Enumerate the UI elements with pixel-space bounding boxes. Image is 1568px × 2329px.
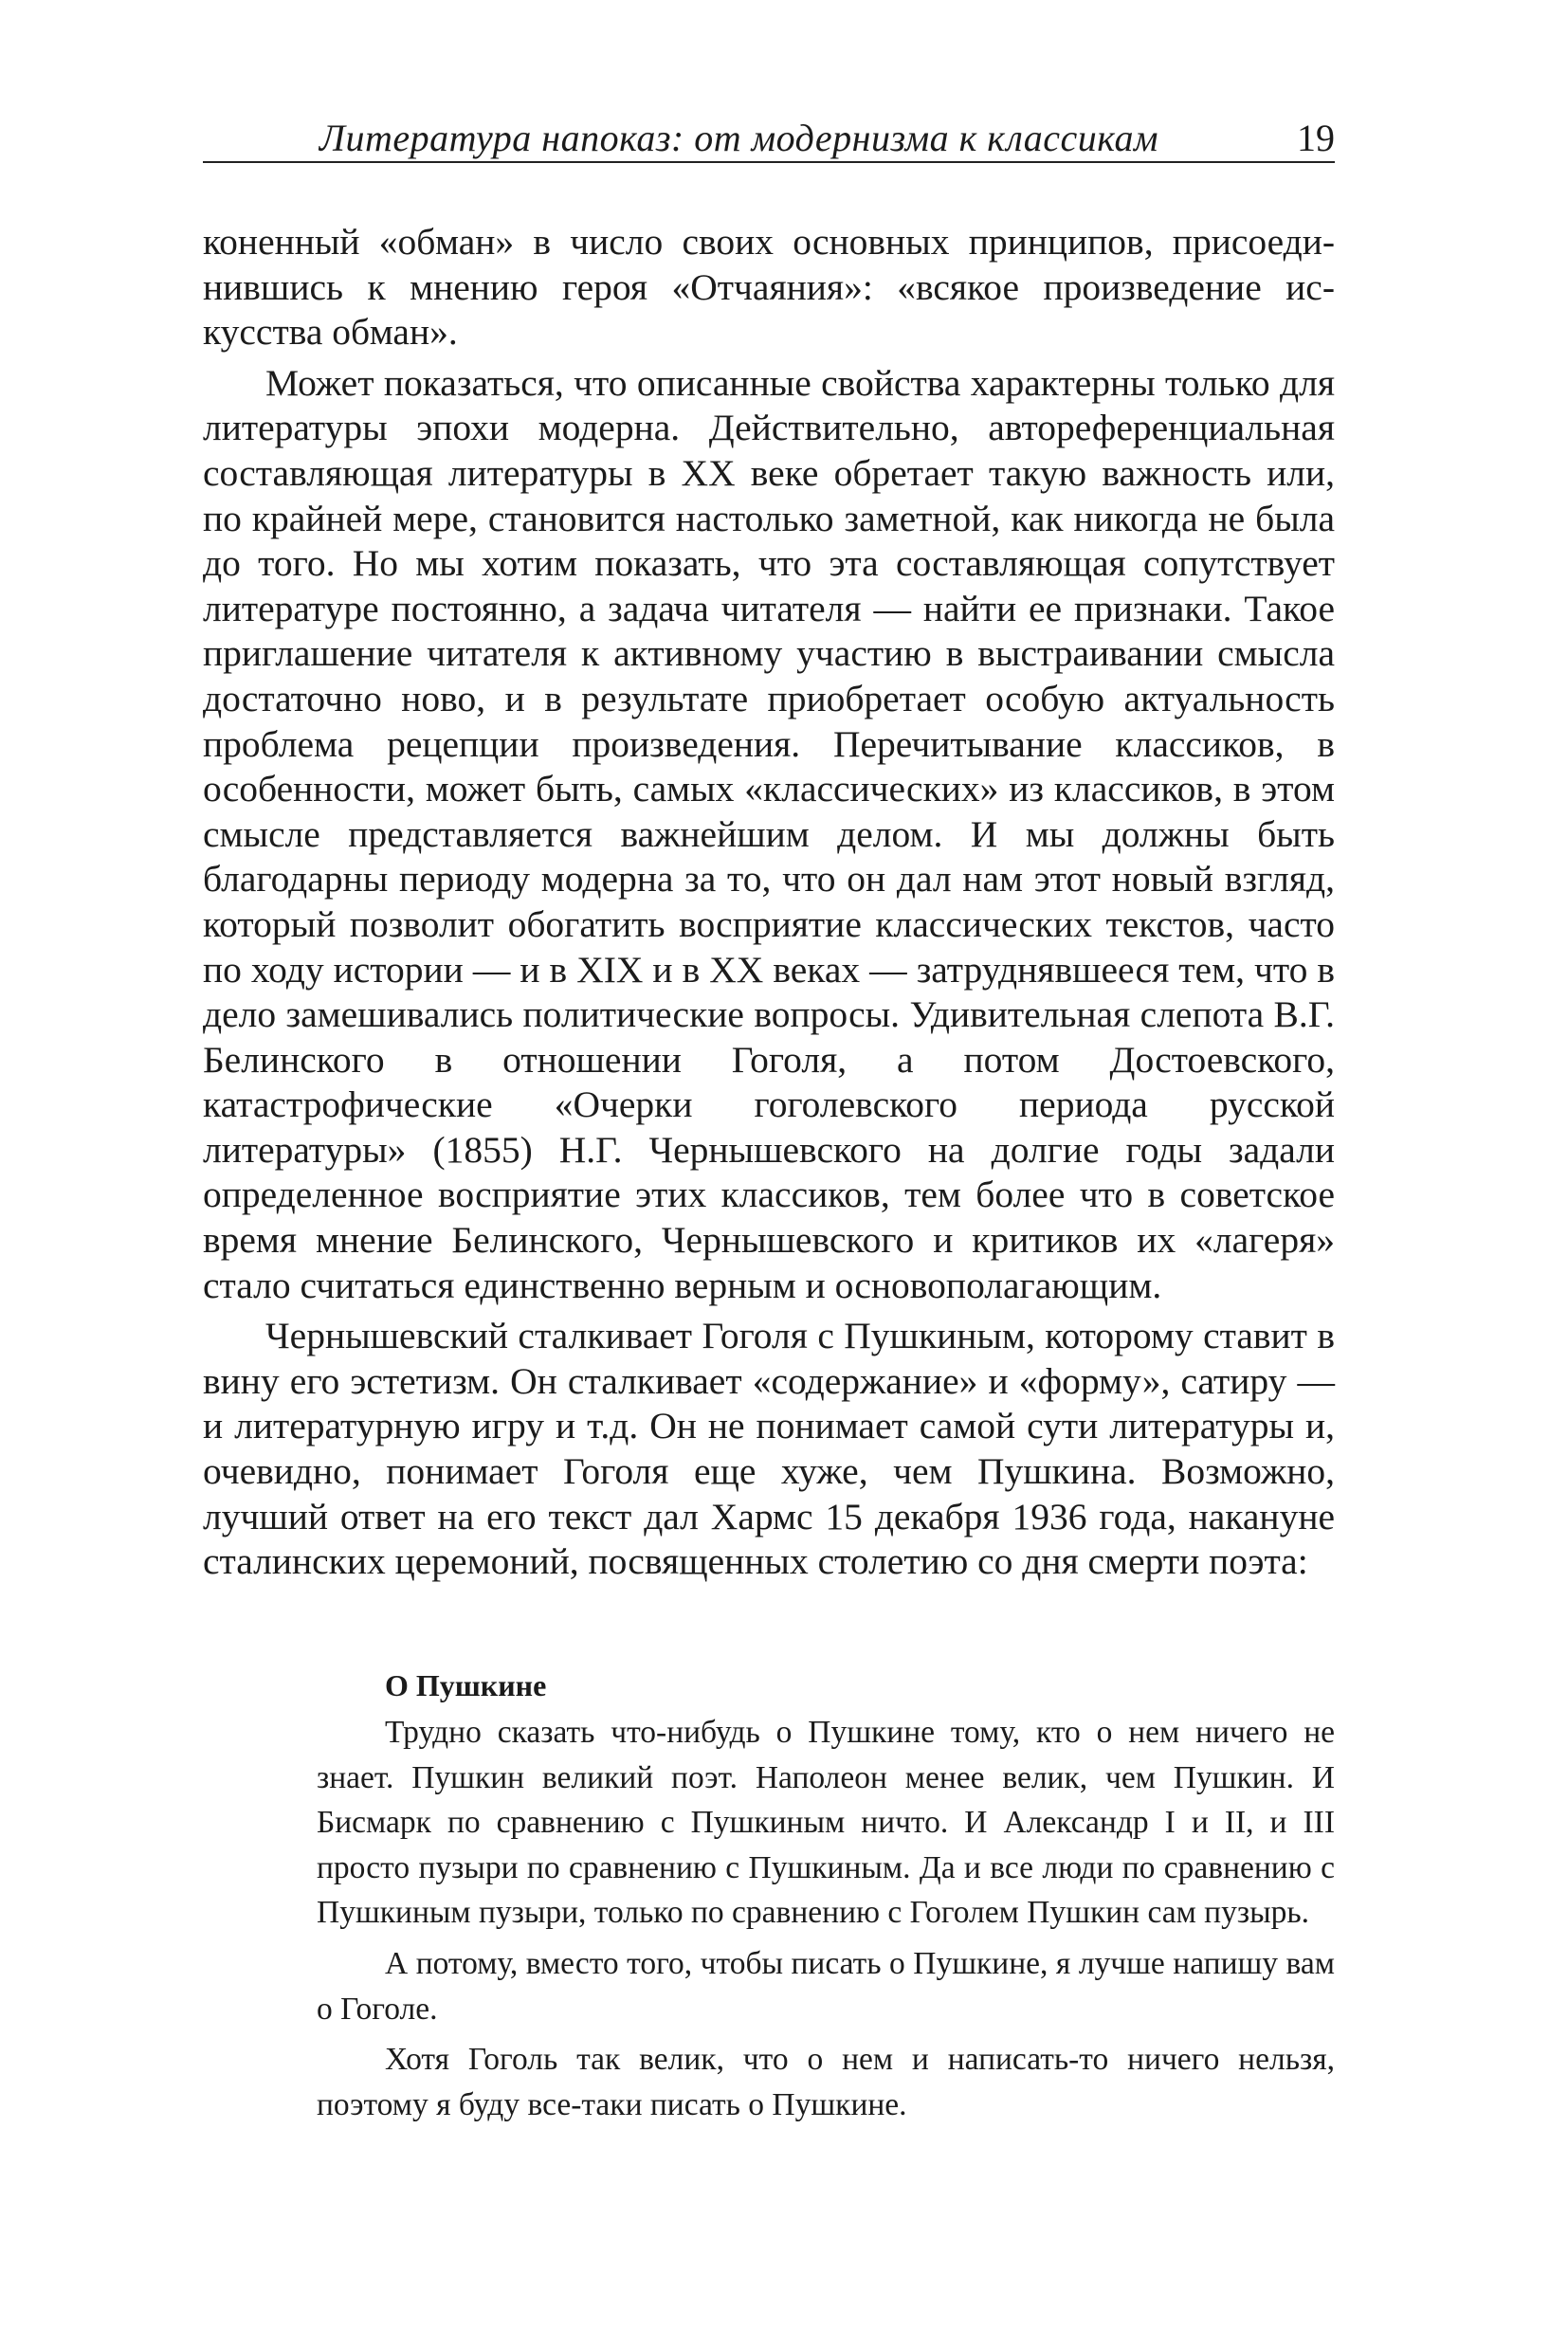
- quotation-paragraph: Хотя Гоголь так велик, что о нем и написать-то ничего нельзя, поэтому я буду все-таки писать о Пушкине.: [317, 2042, 1335, 2122]
- paragraph: Может показаться, что описанные свойства характерны только для литературы эпохи модерна. Действительно, автореференциальная составляющая литературы в XX веке обретает такую важность или, по крайней мере, становится настолько заметной, как никогда не была до того. Но мы хотим показать, что эта составляющая сопутствует литературе постоянно, а задача читателя — найти ее признаки. Такое приглашение читателя к активному участию в выстраивании смысла достаточно ново, и в результате приобретает особую актуальность проблема рецепции произведения. Перечитывание классиков, в особенности, может быть, самых «классических» из классиков, в этом смысле представляется важнейшим делом. И мы должны быть благодарны периоду модерна за то, что он дал нам этот новый взгляд, который позволит обогатить восприятие классических текстов, часто по ходу истории — и в XIX и в XX веках — затруднявшееся тем, что в дело замешивались политические вопросы. Удивительная слепота В.Г. Белинского в отношении Гоголя, а потом Достоевского, катастрофические «Очерки гоголевского периода русской литературы» (1855) Н.Г. Чернышевского на долгие годы задали определенное восприятие этих классиков, тем более что в советское время мнение Белинского, Чернышевского и критиков их «лагеря» стало считаться единственно верным и основополагающим.: [203, 361, 1335, 1306]
- running-header: [203, 114, 1335, 163]
- paragraph: Чернышевский сталкивает Гоголя с Пушкиным, которому ставит в вину его эстетизм. Он сталкивает «содержание» и «форму», сатиру — и литературную игру и т.д. Он не понимает самой сути литературы и, очевидно, понимает Гоголя еще хуже, чем Пушкина. Возможно, лучший ответ на его текст дал Хармс 15 декабря 1936 года, накануне сталинских церемоний, посвященных столетию со дня смерти поэта:: [203, 1315, 1335, 1583]
- quotation-paragraph: А потому, вместо того, чтобы писать о Пушкине, я лучше напишу вам о Гоголе.: [317, 1945, 1335, 2027]
- kharms-quotation: [317, 1665, 1335, 2127]
- running-title: Литература напоказ: от модернизма к классикам: [319, 117, 1158, 159]
- quotation-paragraph: Трудно сказать что-нибудь о Пушкине тому, кто о нем ничего не знает. Пушкин великий поэт. Наполеон менее велик, чем Пушкин. И Бисмарк по сравнению с Пушкиным ничто. И Александр I и II, и III просто пузыри по сравнению с Пушкиным. Да и все люди по сравнению с Пушкиным пузыри, только по сравнению с Гоголем Пушкин сам пузырь.: [317, 1715, 1335, 1931]
- paragraph-continued: коненный «обман» в число своих основных принципов, присоединившись к мнению героя «Отчаяния»: «всякое произведение искусства обман».: [203, 221, 1335, 354]
- page-number: 19: [1297, 117, 1335, 159]
- main-text: [203, 220, 1335, 1585]
- quotation-title: О Пушкине: [385, 1668, 547, 1702]
